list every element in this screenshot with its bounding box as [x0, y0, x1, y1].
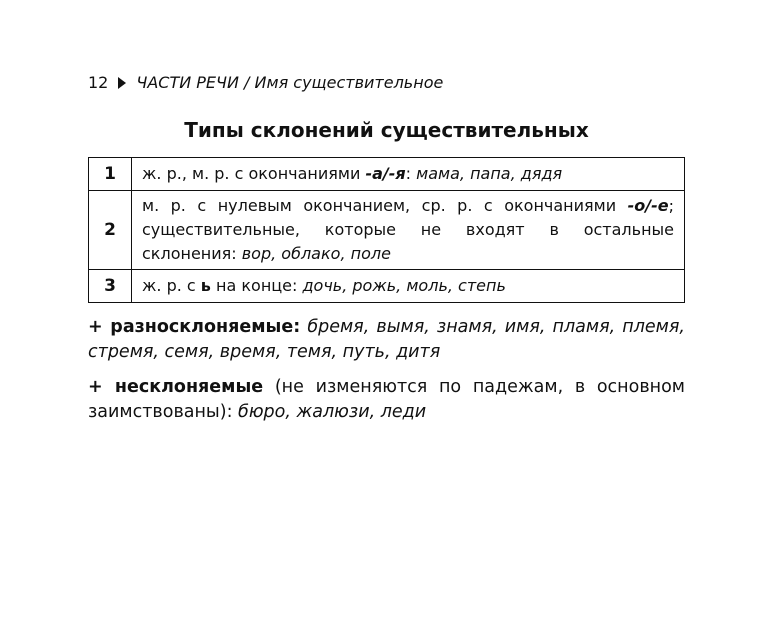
heteroclitic-examples: бремя, вымя, знамя, имя, пламя, племя, стремя, семя, время, темя, путь, дитя: [88, 317, 685, 362]
endings: -а/-я: [365, 164, 406, 183]
indeclinable-nouns: [88, 375, 685, 425]
indeclinable-examples: бюро, жалюзи, леди: [238, 402, 427, 422]
heteroclitic-nouns: [88, 315, 685, 365]
page-title: Типы склонений существительных: [184, 118, 589, 142]
table-row: [89, 158, 685, 191]
examples: дочь, рожь, моль, степь: [302, 276, 506, 295]
table-row: [89, 191, 685, 270]
endings: -о/-е: [627, 196, 669, 215]
page-number: 12: [88, 73, 109, 92]
table-row: [89, 270, 685, 303]
indeclinable-label: + несклоняемые: [88, 377, 264, 397]
heteroclitic-label: + разносклоняемые:: [88, 317, 301, 337]
declension-description: ж. р. с ь на конце: дочь, рожь, моль, степь: [132, 270, 685, 303]
declension-description: м. р. с нулевым окончанием, ср. р. с окончаниями -о/-е; существительные, которые не входят в остальные склонения: вор, облако, поле: [132, 191, 685, 270]
declension-number: 1: [89, 158, 132, 191]
section-title: ЧАСТИ РЕЧИ / Имя существительное: [136, 73, 444, 92]
declension-number: 2: [89, 191, 132, 270]
triangle-right-icon: [118, 77, 126, 89]
page-header: [88, 73, 443, 92]
soft-sign: ь: [200, 276, 211, 295]
declension-table: [88, 157, 685, 303]
indeclinable-note: (не изменяются по падежам, в основном заимствованы):: [88, 377, 685, 422]
examples: вор, облако, поле: [241, 244, 391, 263]
examples: мама, папа, дядя: [416, 164, 563, 183]
declension-description: ж. р., м. р. с окончаниями -а/-я: мама, папа, дядя: [132, 158, 685, 191]
declension-number: 3: [89, 270, 132, 303]
